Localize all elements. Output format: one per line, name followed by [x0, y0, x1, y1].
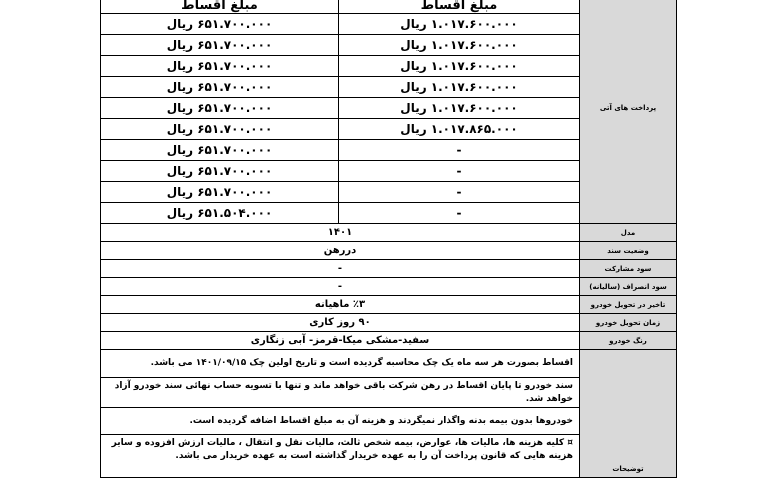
detail-label: سود انصراف (سالیانه) — [580, 278, 677, 296]
detail-value: ۹۰ روز کاری — [101, 314, 580, 332]
note-text: سند خودرو تا پایان اقساط در رهن شرکت باقی خواهد ماند و تنها با تسویه حساب نهائی سند خودرو آزاد خواهد شد. — [101, 378, 580, 408]
installment-right-cell: ۱.۰۱۷.۶۰۰.۰۰۰ ریال — [339, 35, 580, 56]
detail-row — [101, 314, 677, 332]
installment-left-cell: ۶۵۱.۵۰۴.۰۰۰ ریال — [101, 203, 339, 224]
detail-row — [101, 242, 677, 260]
detail-label: تاخیر در تحویل خودرو — [580, 296, 677, 314]
installment-left-cell: ۶۵۱.۷۰۰.۰۰۰ ریال — [101, 98, 339, 119]
installment-left-cell: ۶۵۱.۷۰۰.۰۰۰ ریال — [101, 35, 339, 56]
detail-row — [101, 260, 677, 278]
installment-right-cell: ۱.۰۱۷.۶۰۰.۰۰۰ ریال — [339, 98, 580, 119]
detail-row — [101, 332, 677, 350]
detail-row — [101, 224, 677, 242]
installment-left-cell: ۶۵۱.۷۰۰.۰۰۰ ریال — [101, 140, 339, 161]
detail-label: زمان تحویل خودرو — [580, 314, 677, 332]
notes-label: توضیحات — [580, 350, 677, 478]
note-text: ¤ کلیه هزینه ها، مالیات ها، عوارض، بیمه شخص ثالث، مالیات نقل و انتقال ، مالیات ارزش افزوده و سایر هزینه هایی که قانون پرداخت آن را به عهده خریدار گذاشته است به عهده خریدار می باشد. — [101, 435, 580, 478]
note-row — [101, 350, 677, 378]
header-left: مبلغ اقساط — [101, 0, 339, 14]
installment-table — [100, 0, 677, 478]
installment-right-cell: - — [339, 203, 580, 224]
installment-left-cell: ۶۵۱.۷۰۰.۰۰۰ ریال — [101, 119, 339, 140]
installment-left-cell: ۶۵۱.۷۰۰.۰۰۰ ریال — [101, 161, 339, 182]
detail-value: - — [101, 260, 580, 278]
installment-right-cell: - — [339, 140, 580, 161]
installment-right-cell: - — [339, 182, 580, 203]
installment-left-cell: ۶۵۱.۷۰۰.۰۰۰ ریال — [101, 14, 339, 35]
installment-right-cell: ۱.۰۱۷.۶۰۰.۰۰۰ ریال — [339, 56, 580, 77]
detail-label: مدل — [580, 224, 677, 242]
detail-value: سفید-مشکی میکا-قرمز- آبی زنگاری — [101, 332, 580, 350]
note-text: اقساط بصورت هر سه ماه یک چک محاسبه گردیده است و تاریخ اولین چک ۱۴۰۱/۰۹/۱۵ می باشد. — [101, 350, 580, 378]
detail-label: وضعیت سند — [580, 242, 677, 260]
detail-value: - — [101, 278, 580, 296]
installment-left-cell: ۶۵۱.۷۰۰.۰۰۰ ریال — [101, 56, 339, 77]
installment-right-cell: ۱.۰۱۷.۶۰۰.۰۰۰ ریال — [339, 14, 580, 35]
detail-value: ٪۳ ماهیانه — [101, 296, 580, 314]
detail-value: ۱۴۰۱ — [101, 224, 580, 242]
header-row — [101, 0, 677, 14]
detail-label: رنگ خودرو — [580, 332, 677, 350]
installment-right-cell: ۱.۰۱۷.۸۶۵.۰۰۰ ریال — [339, 119, 580, 140]
detail-row — [101, 278, 677, 296]
installment-left-cell: ۶۵۱.۷۰۰.۰۰۰ ریال — [101, 182, 339, 203]
installment-right-cell: - — [339, 161, 580, 182]
detail-row — [101, 296, 677, 314]
installment-left-cell: ۶۵۱.۷۰۰.۰۰۰ ریال — [101, 77, 339, 98]
installments-label: پرداخت های آتی — [580, 0, 677, 224]
detail-value: دررهن — [101, 242, 580, 260]
header-right: مبلغ اقساط — [339, 0, 580, 14]
detail-label: سود مشارکت — [580, 260, 677, 278]
installment-right-cell: ۱.۰۱۷.۶۰۰.۰۰۰ ریال — [339, 77, 580, 98]
note-text: خودروها بدون بیمه بدنه واگذار نمیگردند و هزینه آن به مبلغ اقساط اضافه گردیده است. — [101, 408, 580, 435]
